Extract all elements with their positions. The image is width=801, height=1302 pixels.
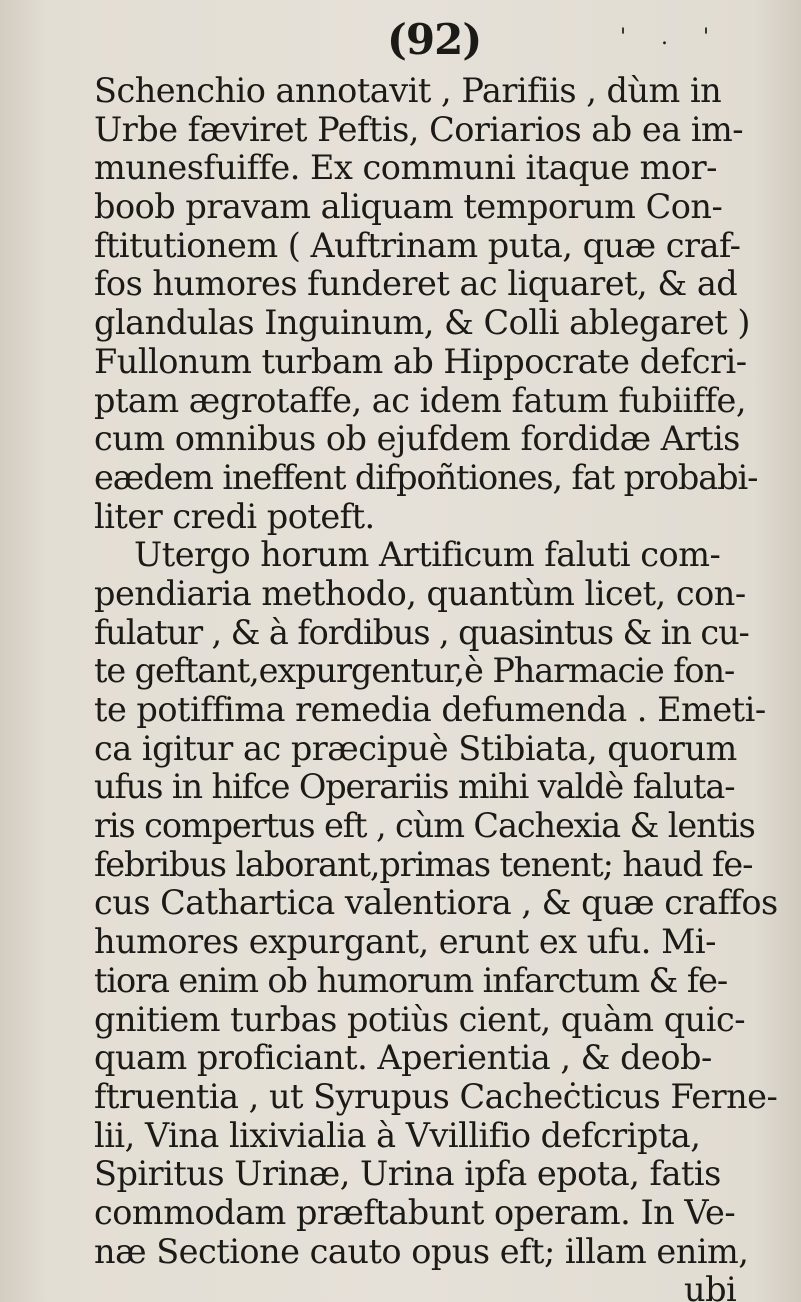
text-line: fos humores funderet ac liquaret, & ad: [94, 264, 738, 304]
text-line: ca igitur ac præcipuè Stibiata, quorum: [94, 728, 737, 768]
text-line: ufus in hifce Operariis mihi valdè faluta-: [94, 767, 735, 807]
text-line: cum omnibus ob ejufdem fordidæ Artis: [94, 419, 740, 459]
text-line: commodam præftabunt operam. In Ve-: [94, 1192, 736, 1232]
text-line: fulatur , & à fordibus , quasintus & in cu-: [94, 612, 749, 652]
text-line: cus Cathartica valentiora , & quæ craffos: [94, 883, 778, 923]
text-line: liter credi poteft.: [94, 496, 375, 536]
page-header: [0, 6, 801, 68]
catchword: ubi: [684, 1270, 737, 1302]
paragraph-start-line: Utergo horum Artificum faluti com-: [134, 535, 721, 575]
text-line: ftitutionem ( Auftrinam puta, quæ craf-: [94, 225, 741, 265]
text-line: lii, Vina lixivialia à Vvillifio defcripta,: [94, 1115, 701, 1155]
text-line: Urbe fæviret Peftis, Coriarios ab ea im-: [94, 109, 744, 149]
text-line: Fullonum turbam ab Hippocrate defcri-: [94, 341, 747, 381]
text-line: ptam ægrotaffe, ac idem fatum fubiiffe,: [94, 380, 746, 420]
text-line: te geftant,expurgentur,è Pharmacie fon-: [94, 651, 735, 691]
text-line: tiora enim ob humorum infarctum & fe-: [94, 960, 728, 1000]
text-line: ftruentia , ut Syrupus Cacheċticus Ferne-: [94, 1076, 778, 1116]
text-line: ris compertus eft , cùm Cachexia & lentis: [94, 806, 755, 846]
body-text: [94, 72, 794, 1302]
page-number: (92): [387, 15, 482, 64]
text-line: boob pravam aliquam temporum Con-: [94, 187, 723, 227]
text-line: glandulas Inguinum, & Colli ablegaret ): [94, 303, 750, 343]
text-line: Schenchio annotavit , Parifiis , dùm in: [94, 71, 722, 110]
text-line: te potiffima remedia defumenda . Emeti-: [94, 690, 766, 729]
text-line: quam proficiant. Aperientia , & deob-: [94, 1038, 712, 1078]
text-line: eædem ineffent difpoñtiones, fat probabi-: [94, 457, 758, 497]
text-line: munesfuiffe. Ex communi itaque mor-: [94, 148, 717, 188]
text-line: humores expurgant, erunt ex ufu. Mi-: [94, 922, 716, 962]
text-line: næ Sectione cauto opus eft; illam enim,: [94, 1231, 749, 1271]
text-line: Spiritus Urinæ, Urina ipfa epota, fatis: [94, 1154, 721, 1194]
text-line: gnitiem turbas potiùs cient, quàm quic-: [94, 999, 746, 1039]
text-line: febribus laborant,primas tenent; haud fe-: [94, 844, 753, 884]
header-marks: ' . ': [620, 25, 724, 50]
text-line: pendiaria methodo, quantùm licet, con-: [94, 573, 746, 613]
